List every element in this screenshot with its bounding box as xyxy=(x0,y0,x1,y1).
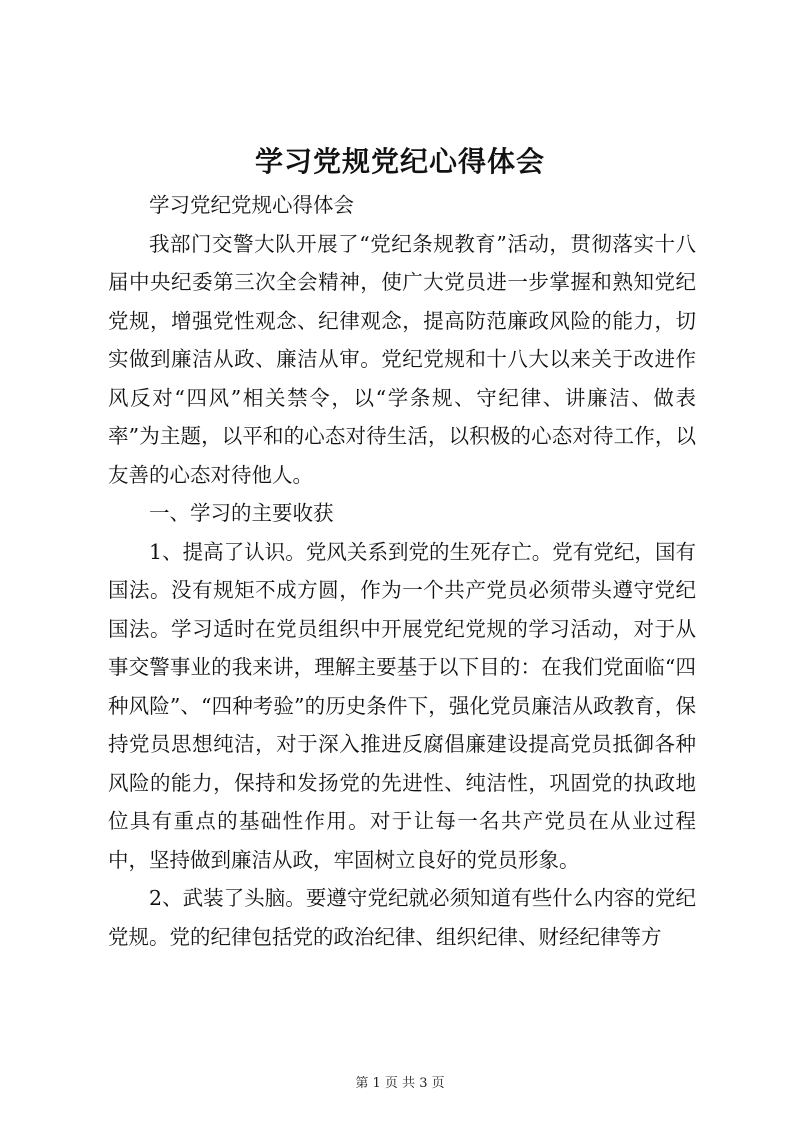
document-title: 学习党规党纪心得体会 xyxy=(254,145,545,178)
point-two-paragraph: 2、武装了头脑。要遵守党纪就必须知道有些什么内容的党纪党规。党的纪律包括党的政治纪律、组织纪律、财经纪律等方 xyxy=(108,886,696,949)
page-footer: 第 1 页 共 3 页 xyxy=(355,1076,445,1091)
intro-paragraph: 我部门交警大队开展了“党纪条规教育”活动，贯彻落实十八届中央纪委第三次全会精神，使广大党员进一步掌握和熟知党纪党规，增强党性观念、纪律观念，提高防范廉政风险的能力，切实做到廉洁从政、廉洁从审。党纪党规和十八大以来关于改进作风反对“四风”相关禁令，以“学条规、守纪律、讲廉洁、做表率”为主题，以平和的心态对待生活，以积极的心态对待工作，以友善的心态对待他人。 xyxy=(108,231,696,487)
subtitle-paragraph: 学习党纪党规心得体会 xyxy=(149,193,354,217)
section-heading: 一、学习的主要收获 xyxy=(149,501,334,525)
document-body xyxy=(108,186,696,956)
point-one-paragraph: 1、提高了认识。党风关系到党的生死存亡。党有党纪，国有国法。没有规矩不成方圆，作为一个共产党员必须带头遵守党纪国法。学习适时在党员组织中开展党纪党规的学习活动，对于从事交警事业的我来讲，理解主要基于以下目的：在我们党面临“四种风险”、“四种考验”的历史条件下，强化党员廉洁从政教育，保持党员思想纯洁，对于深入推进反腐倡廉建设提高党员抵御各种风险的能力，保持和发扬党的先进性、纯洁性，巩固党的执政地位具有重点的基础性作用。对于让每一名共产党员在从业过程中，坚持做到廉洁从政，牢固树立良好的党员形象。 xyxy=(108,539,696,872)
